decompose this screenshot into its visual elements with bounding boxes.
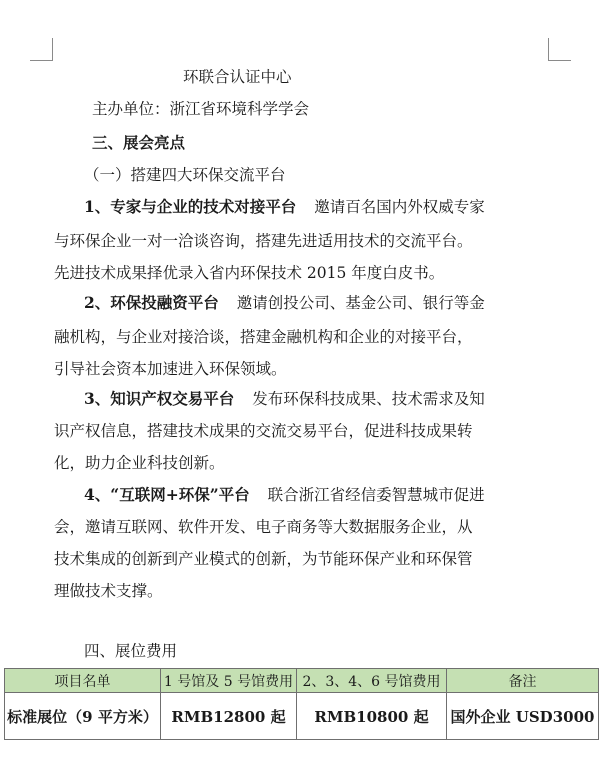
cell-remarks: 国外企业 USD3000 bbox=[447, 693, 599, 740]
crop-mark-top-left bbox=[30, 38, 53, 61]
section-3-subtitle: （一）搭建四大环保交流平台 bbox=[84, 166, 286, 184]
cell-booth-type: 标准展位（9 平方米） bbox=[5, 693, 161, 740]
header-item-name: 项目名单 bbox=[5, 669, 161, 693]
cell-hall-1-5-price: RMB12800 起 bbox=[161, 693, 297, 740]
header-hall-1-5-fee: 1 号馆及 5 号馆费用 bbox=[161, 669, 297, 693]
item-1-first-line bbox=[84, 196, 485, 218]
table-row bbox=[5, 693, 599, 740]
crop-mark-top-right bbox=[548, 38, 571, 61]
header-hall-2-3-4-6-fee: 2、3、4、6 号馆费用 bbox=[297, 669, 447, 693]
organizer-line: 主办单位：浙江省环境科学学会 bbox=[92, 100, 310, 118]
item-4-line-2: 会，邀请互联网、软件开发、电子商务等大数据服务企业，从 bbox=[54, 518, 473, 536]
item-4-first-line bbox=[84, 484, 485, 506]
item-1-heading: 1、专家与企业的技术对接平台 bbox=[84, 197, 297, 216]
item-2-heading: 2、环保投融资平台 bbox=[84, 293, 219, 312]
item-2-line-3: 引导社会资本加速进入环保领域。 bbox=[54, 360, 287, 378]
header-remarks: 备注 bbox=[447, 669, 599, 693]
item-3-text: 发布环保科技成果、技术需求及知 bbox=[252, 390, 485, 408]
item-3-heading: 3、知识产权交易平台 bbox=[84, 389, 235, 408]
org-name: 环联合认证中心 bbox=[183, 68, 292, 86]
item-4-line-3: 技术集成的创新到产业模式的创新，为节能环保产业和环保管 bbox=[54, 550, 473, 568]
table-header-row bbox=[5, 669, 599, 693]
cell-hall-2-3-4-6-price: RMB10800 起 bbox=[297, 693, 447, 740]
item-1-line-3: 先进技术成果择优录入省内环保技术 2015 年度白皮书。 bbox=[54, 264, 445, 282]
item-4-heading: 4、“互联网+环保”平台 bbox=[84, 485, 250, 504]
item-1-line-2: 与环保企业一对一洽谈咨询，搭建先进适用技术的交流平台。 bbox=[54, 232, 473, 250]
section-4-title: 四、展位费用 bbox=[84, 642, 178, 660]
item-4-line-4: 理做技术支撑。 bbox=[54, 582, 163, 600]
item-1-text: 邀请百名国内外权威专家 bbox=[314, 198, 485, 216]
item-2-line-2: 融机构，与企业对接洽谈，搭建金融机构和企业的对接平台， bbox=[54, 328, 473, 346]
item-2-first-line bbox=[84, 292, 485, 314]
section-3-title: 三、展会亮点 bbox=[92, 133, 186, 152]
booth-fee-table bbox=[4, 668, 599, 740]
item-4-text: 联合浙江省经信委智慧城市促进 bbox=[267, 486, 485, 504]
item-3-first-line bbox=[84, 388, 485, 410]
item-3-line-3: 化，助力企业科技创新。 bbox=[54, 454, 225, 472]
item-3-line-2: 识产权信息，搭建技术成果的交流交易平台，促进科技成果转 bbox=[54, 422, 473, 440]
item-2-text: 邀请创投公司、基金公司、银行等金 bbox=[236, 294, 485, 312]
